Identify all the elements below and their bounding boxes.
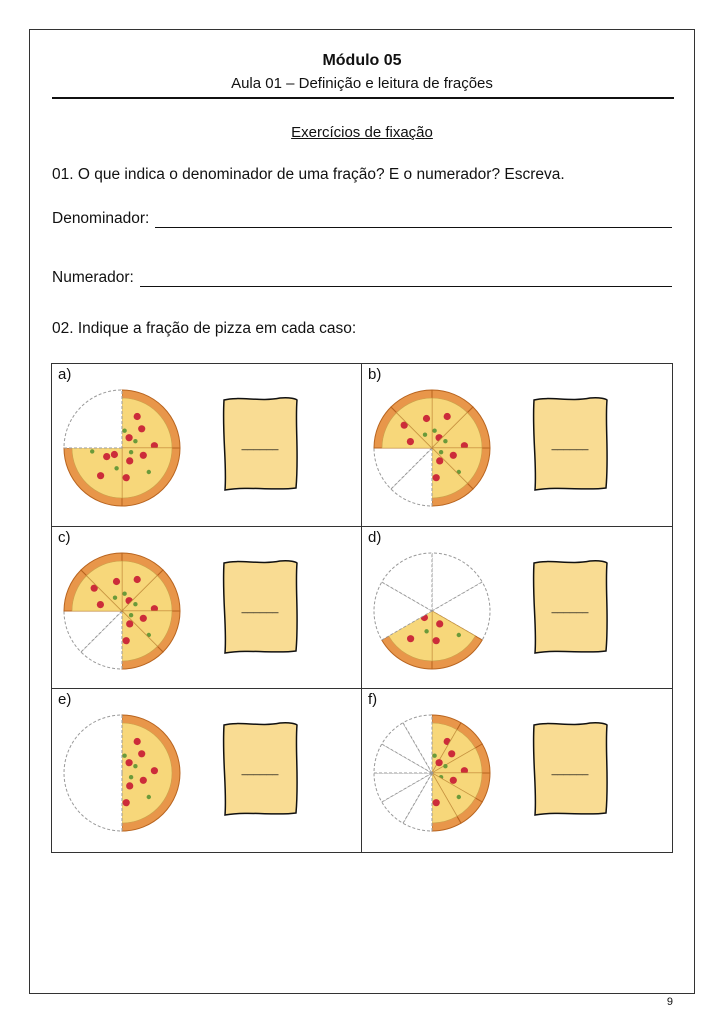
answer-blank: ______ <box>551 439 589 451</box>
pizza-cell-label: e) <box>58 691 72 709</box>
pizza-cell-label: f) <box>368 691 378 709</box>
question-1: 01. O que indica o denominador de uma fração? E o numerador? Escreva. <box>52 166 565 183</box>
answer-card[interactable] <box>220 394 300 494</box>
pizza-cell-label: a) <box>58 366 72 383</box>
pizza-slice-filled <box>122 448 180 506</box>
question-2: 02. Indique a fração de pizza em cada caso: <box>52 320 357 337</box>
answer-card[interactable] <box>220 719 300 819</box>
pizza-cell-f <box>362 689 672 852</box>
pizza-cell-e <box>52 689 362 852</box>
lesson-title: Aula 01 – Definição e leitura de frações <box>231 75 493 92</box>
module-title: Módulo 05 <box>322 52 402 69</box>
header-divider <box>52 97 674 99</box>
answer-card[interactable] <box>530 719 610 819</box>
answer-card[interactable] <box>530 394 610 494</box>
answer-blank: ______ <box>551 764 589 777</box>
pizza-illustration <box>370 386 494 510</box>
page-number: 9 <box>666 996 673 1008</box>
answer-card[interactable] <box>220 557 300 657</box>
pizza-slice-empty <box>64 715 122 831</box>
answer-blank: ______ <box>241 764 279 777</box>
answer-blank: ______ <box>241 439 279 451</box>
numerator-row <box>52 269 672 287</box>
numerator-label: Numerador: <box>52 269 134 286</box>
pizza-cell-d <box>362 527 672 690</box>
pizza-illustration <box>370 711 494 835</box>
numerator-answer-line[interactable] <box>140 272 672 287</box>
pizza-cell-label: d) <box>368 528 382 546</box>
pizza-grid <box>51 363 673 853</box>
denominator-label: Denominador: <box>52 210 150 227</box>
pizza-cell-c <box>52 527 362 690</box>
pizza-slice-filled <box>122 715 180 831</box>
denominator-row <box>52 210 672 228</box>
answer-blank: ______ <box>241 601 279 614</box>
answer-blank: ______ <box>551 601 589 614</box>
pizza-slice-filled <box>64 448 122 506</box>
exercises-heading: Exercícios de fixação <box>291 124 433 141</box>
pizza-slice-empty <box>64 390 122 448</box>
pizza-illustration <box>60 549 184 673</box>
pizza-illustration <box>60 711 184 835</box>
pizza-illustration <box>370 549 494 673</box>
pizza-cell-label: c) <box>58 528 71 546</box>
denominator-answer-line[interactable] <box>155 213 672 228</box>
pizza-cell-b <box>362 364 672 527</box>
answer-card[interactable] <box>530 557 610 657</box>
pizza-illustration <box>60 386 184 510</box>
pizza-slice-filled <box>122 390 180 449</box>
pizza-cell-a <box>52 364 362 527</box>
pizza-cell-label: b) <box>368 366 382 383</box>
